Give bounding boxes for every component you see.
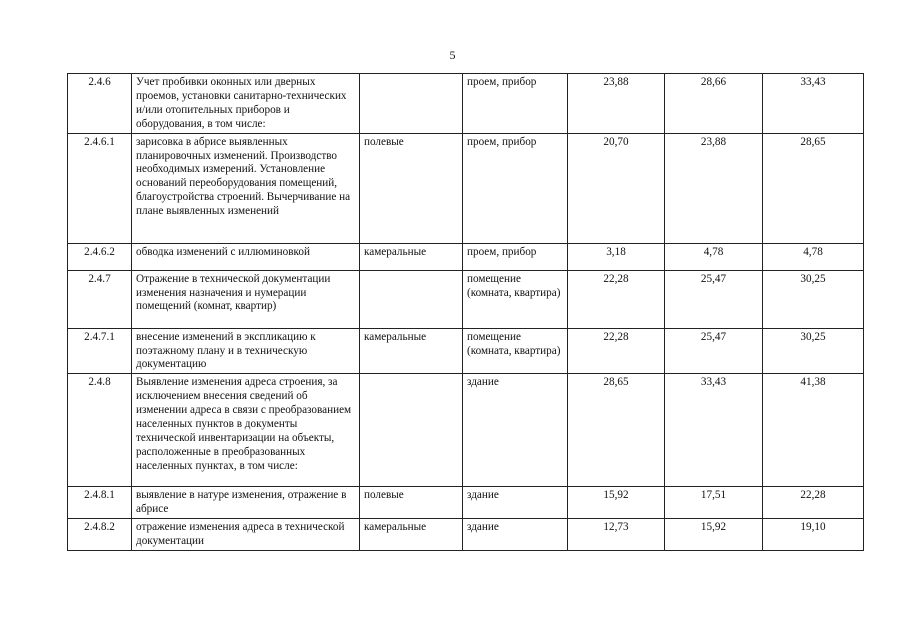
value-col-1: 28,65 (568, 374, 665, 487)
item-number: 2.4.8 (68, 374, 132, 487)
table-row (68, 328, 864, 374)
measure-unit: проем, прибор (463, 74, 568, 134)
work-type: полевые (360, 487, 463, 519)
value-col-2: 15,92 (665, 519, 763, 551)
value-col-2: 28,66 (665, 74, 763, 134)
table-row (68, 243, 864, 270)
table-row (68, 133, 864, 243)
item-description: отражение изменения адреса в технической документации (132, 519, 360, 551)
item-number: 2.4.8.1 (68, 487, 132, 519)
norms-table (67, 73, 864, 551)
item-description: внесение изменений в экспликацию к поэтажному плану и в техническую документацию (132, 328, 360, 374)
value-col-1: 3,18 (568, 243, 665, 270)
measure-unit: проем, прибор (463, 243, 568, 270)
value-col-1: 22,28 (568, 270, 665, 328)
work-type: камеральные (360, 243, 463, 270)
table-row (68, 374, 864, 487)
measure-unit: помещение (комната, квартира) (463, 328, 568, 374)
value-col-1: 15,92 (568, 487, 665, 519)
value-col-3: 4,78 (763, 243, 864, 270)
item-number: 2.4.6.1 (68, 133, 132, 243)
item-description: Отражение в технической документации изменения назначения и нумерации помещений (комнат, квартир) (132, 270, 360, 328)
table-row (68, 487, 864, 519)
value-col-2: 23,88 (665, 133, 763, 243)
value-col-3: 41,38 (763, 374, 864, 487)
measure-unit: здание (463, 519, 568, 551)
measure-unit: проем, прибор (463, 133, 568, 243)
item-number: 2.4.8.2 (68, 519, 132, 551)
value-col-1: 23,88 (568, 74, 665, 134)
work-type: камеральные (360, 328, 463, 374)
value-col-2: 33,43 (665, 374, 763, 487)
value-col-2: 4,78 (665, 243, 763, 270)
measure-unit: помещение (комната, квартира) (463, 270, 568, 328)
value-col-3: 28,65 (763, 133, 864, 243)
table-row (68, 74, 864, 134)
item-number: 2.4.6.2 (68, 243, 132, 270)
value-col-2: 17,51 (665, 487, 763, 519)
item-description: Учет пробивки оконных или дверных проемов, установки санитарно-технических и/или отопительных приборов и оборудования, в том числе: (132, 74, 360, 134)
work-type: полевые (360, 133, 463, 243)
value-col-1: 22,28 (568, 328, 665, 374)
measure-unit: здание (463, 374, 568, 487)
value-col-2: 25,47 (665, 328, 763, 374)
value-col-2: 25,47 (665, 270, 763, 328)
value-col-3: 30,25 (763, 328, 864, 374)
item-description: выявление в натуре изменения, отражение в абрисе (132, 487, 360, 519)
item-description: Выявление изменения адреса строения, за исключением внесения сведений об изменении адреса в связи с преобразованием населенных пунктов в документы технической инвентаризации на объекты, расположенные в преобразованных населенных пунктах, в том числе: (132, 374, 360, 487)
value-col-3: 22,28 (763, 487, 864, 519)
page-number: 5 (449, 48, 456, 62)
item-description: обводка изменений с иллюминовкой (132, 243, 360, 270)
item-number: 2.4.6 (68, 74, 132, 134)
value-col-1: 12,73 (568, 519, 665, 551)
value-col-3: 30,25 (763, 270, 864, 328)
work-type (360, 270, 463, 328)
work-type: камеральные (360, 519, 463, 551)
item-number: 2.4.7 (68, 270, 132, 328)
table-row (68, 519, 864, 551)
value-col-3: 33,43 (763, 74, 864, 134)
table-row (68, 270, 864, 328)
value-col-1: 20,70 (568, 133, 665, 243)
item-number: 2.4.7.1 (68, 328, 132, 374)
work-type (360, 74, 463, 134)
item-description: зарисовка в абрисе выявленных планировочных изменений. Производство необходимых измерений. Установление оснований переоборудования помещений, благоустройства строений. Вычерчивание на плане выявленных изменений (132, 133, 360, 243)
measure-unit: здание (463, 487, 568, 519)
work-type (360, 374, 463, 487)
value-col-3: 19,10 (763, 519, 864, 551)
